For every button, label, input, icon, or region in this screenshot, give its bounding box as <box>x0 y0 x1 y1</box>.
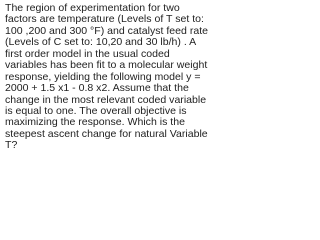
text-line: is equal to one. The overall objective is <box>5 104 187 117</box>
text-line: change in the most relevant coded variable <box>5 93 207 106</box>
text-line: response, yielding the following model y = <box>5 70 201 83</box>
text-line: T? <box>5 139 18 152</box>
text-line: (Levels of C set to: 10,20 and 30 lb/h) . A <box>5 36 197 49</box>
text-line: 2000 + 1.5 x1 - 0.8 x2. Assume that the <box>5 82 189 95</box>
text-line: maximizing the response. Which is the <box>5 116 185 129</box>
text-line: variables has been fit to a molecular weight <box>5 59 208 72</box>
text-line: factors are temperature (Levels of T set to: <box>5 13 204 26</box>
text-line: The region of experimentation for two <box>5 2 180 14</box>
question-text <box>5 2 208 152</box>
text-line: steepest ascent change for natural Variable <box>5 127 208 140</box>
text-line: 100 ,200 and 300 °F) and catalyst feed rate <box>5 24 208 37</box>
text-line: first order model in the usual coded <box>5 47 170 60</box>
